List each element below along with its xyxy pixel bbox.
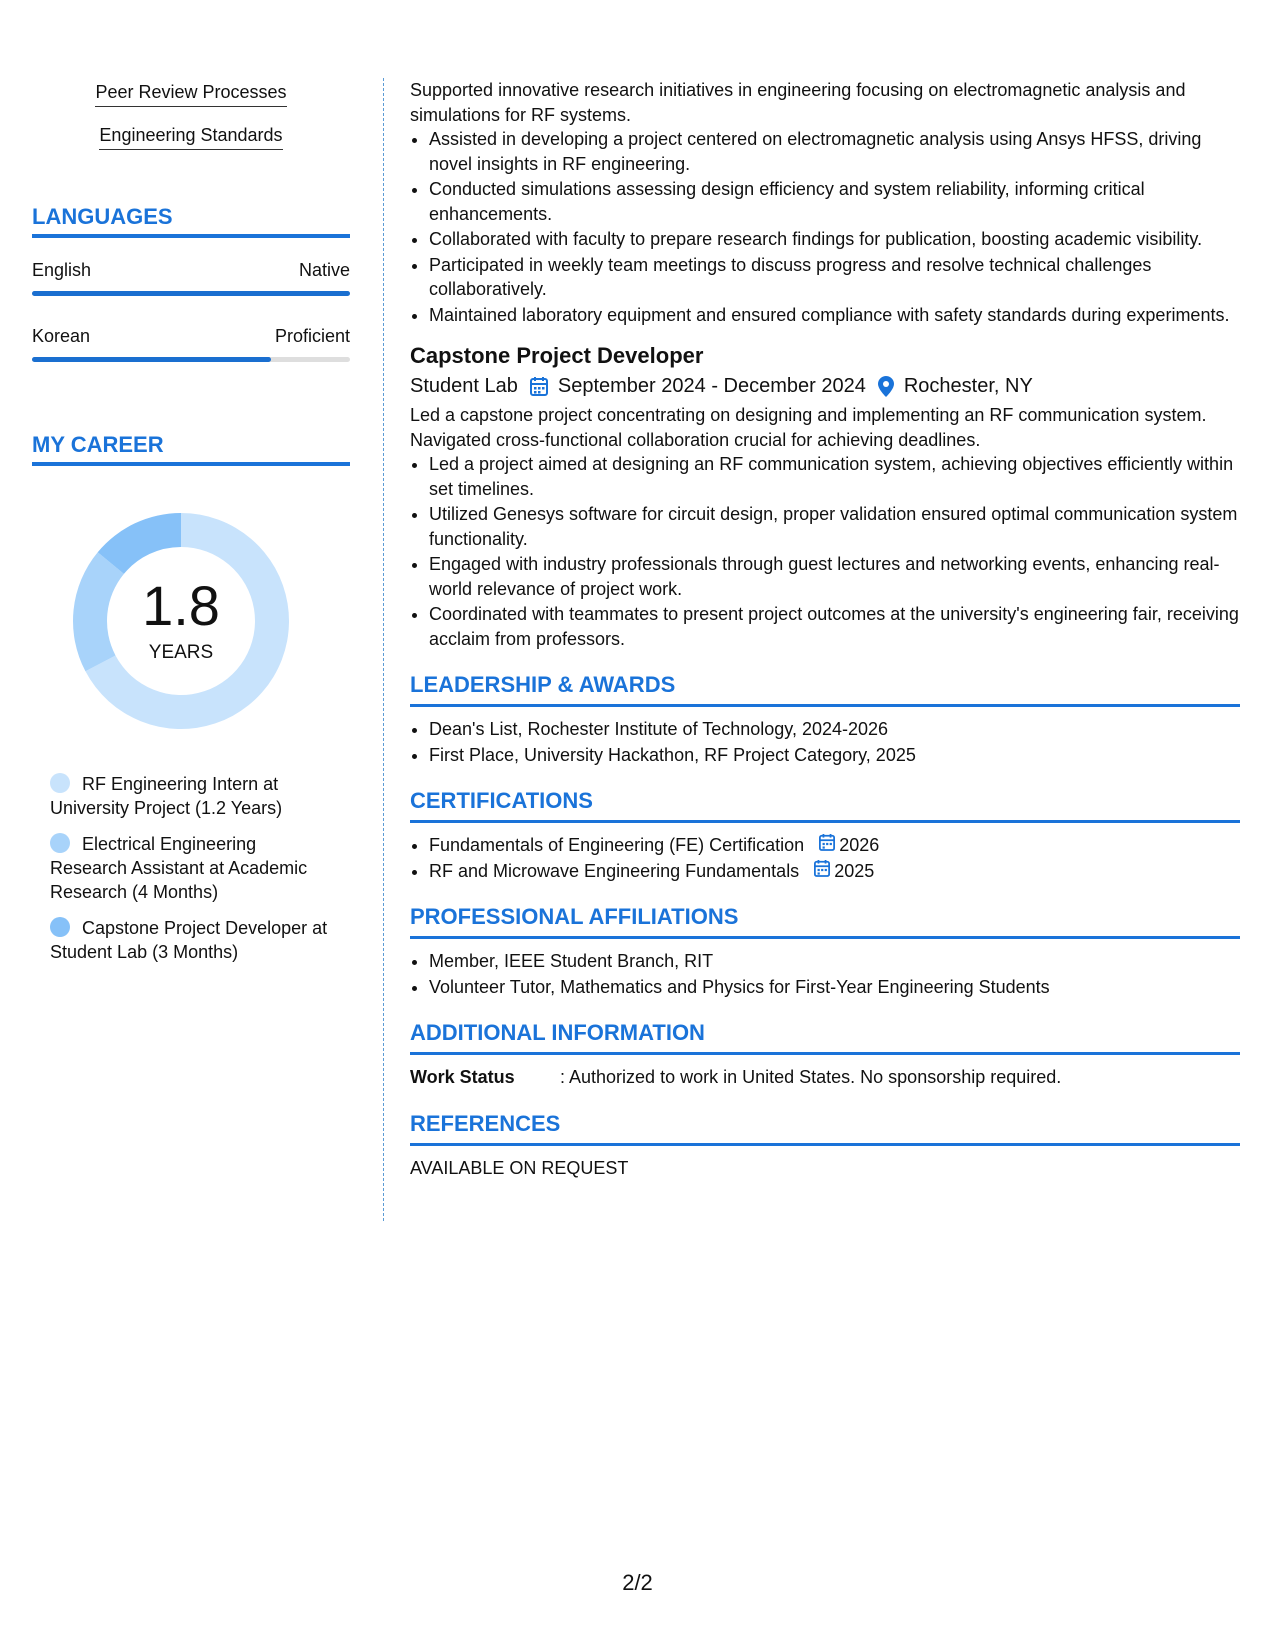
job-org: Student Lab [410,375,518,397]
affiliations-heading: PROFESSIONAL AFFILIATIONS [410,903,1240,939]
bullet-item: • Conducted simulations assessing design efficiency and system reliability, informing critical enhancements. [429,177,1240,226]
column-divider [383,78,384,1221]
bullet-item: • Utilized Genesys software for circuit design, proper validation ensured optimal communication system functionality. [429,502,1240,551]
job-location: Rochester, NY [903,375,1033,397]
certification-date [814,859,874,884]
legend-label: Capstone Project Developer at Student Lab (3 Months) [50,918,328,962]
language-bar-fill [32,357,271,362]
leadership-list [410,717,1240,767]
research-bullets [410,127,1240,327]
certification-item [429,833,1240,858]
certification-name: Fundamentals of Engineering (FE) Certification [429,835,805,855]
list-item: • First Place, University Hackathon, RF Project Category, 2025 [429,743,1240,768]
job-meta [410,371,1240,401]
work-status-label: Work Status [410,1067,515,1087]
language-bar [32,357,350,362]
certifications-list [410,833,1240,883]
capstone-summary: Led a capstone project concentrating on designing and implementing an RF communication system. Navigated cross-functional collaboration crucial for achieving deadlines. [410,405,1207,450]
research-summary: Supported innovative research initiatives in engineering focusing on electromagnetic analysis and simulations for RF systems. [410,80,1186,125]
language-english [32,260,350,296]
work-status-row [410,1065,1240,1090]
certification-item [429,859,1240,884]
references-heading: REFERENCES [410,1110,1240,1146]
certification-name: RF and Microwave Engineering Fundamentals [429,860,800,881]
language-level: Proficient [274,326,350,346]
career-heading: MY CAREER [32,432,350,466]
bullet-item: • Led a project aimed at designing an RF communication system, achieving objectives efficiently within set timelines. [429,452,1240,501]
career-total: 1.8 [142,574,220,637]
languages-heading: LANGUAGES [32,204,350,238]
legend-dot [50,773,70,793]
references-text: AVAILABLE ON REQUEST [410,1157,629,1178]
map-pin-icon [878,376,894,397]
list-item: • Dean's List, Rochester Institute of Technology, 2024-2026 [429,717,1240,742]
leadership-heading: LEADERSHIP & AWARDS [410,671,1240,707]
list-item: • Member, IEEE Student Branch, RIT [429,949,1240,974]
legend-label: RF Engineering Intern at University Project (1.2 Years) [50,774,283,818]
calendar-icon [814,859,834,884]
bullet-item: • Participated in weekly team meetings to discuss progress and resolve technical challenges collaboratively. [429,253,1240,302]
certifications-heading: CERTIFICATIONS [410,787,1240,823]
page-number: 2/2 [622,1570,653,1595]
language-level: Native [298,260,350,280]
legend-label: Electrical Engineering Research Assistant at Academic Research (4 Months) [50,834,308,902]
job-dates: September 2024 - December 2024 [557,375,866,397]
job-title: Capstone Project Developer [410,343,704,368]
additional-info-heading: ADDITIONAL INFORMATION [410,1019,1240,1055]
legend-item [50,772,330,820]
legend-item [50,916,330,964]
calendar-icon [530,376,548,396]
language-name: Korean [32,326,91,346]
bullet-item: • Coordinated with teammates to present project outcomes at the university's engineering fair, receiving acclaim from professors. [429,602,1240,651]
sidebar [32,78,350,976]
bullet-item: • Collaborated with faculty to prepare research findings for publication, boosting academic visibility. [429,227,1240,252]
legend-dot [50,917,70,937]
legend-dot [50,833,70,853]
capstone-bullets [410,452,1240,651]
language-name: English [32,260,92,280]
skill-tags [32,78,350,164]
calendar-icon [819,833,839,858]
list-item: • Volunteer Tutor, Mathematics and Physics for First-Year Engineering Students [429,975,1240,1000]
language-bar [32,291,350,296]
certification-date [819,833,879,858]
skill-tag: Engineering Standards [99,121,282,150]
certification-year: 2025 [834,860,875,881]
certification-year: 2026 [839,835,880,855]
language-bar-fill [32,291,350,296]
bullet-item: • Engaged with industry professionals through guest lectures and networking events, enhancing real-world relevance of project work. [429,552,1240,601]
bullet-item: • Maintained laboratory equipment and ensured compliance with safety standards during experiments. [429,303,1240,328]
main-content [410,78,1240,1180]
legend-item [50,832,330,904]
career-legend [50,772,330,964]
work-status-value: : Authorized to work in United States. No sponsorship required. [560,1067,1062,1087]
career-donut-chart [66,506,296,736]
language-korean [32,326,350,362]
bullet-item: • Assisted in developing a project centered on electromagnetic analysis using Ansys HFSS, driving novel insights in RF engineering. [429,127,1240,176]
career-unit: YEARS [148,642,214,663]
skill-tag: Peer Review Processes [95,78,286,107]
affiliations-list [410,949,1240,999]
